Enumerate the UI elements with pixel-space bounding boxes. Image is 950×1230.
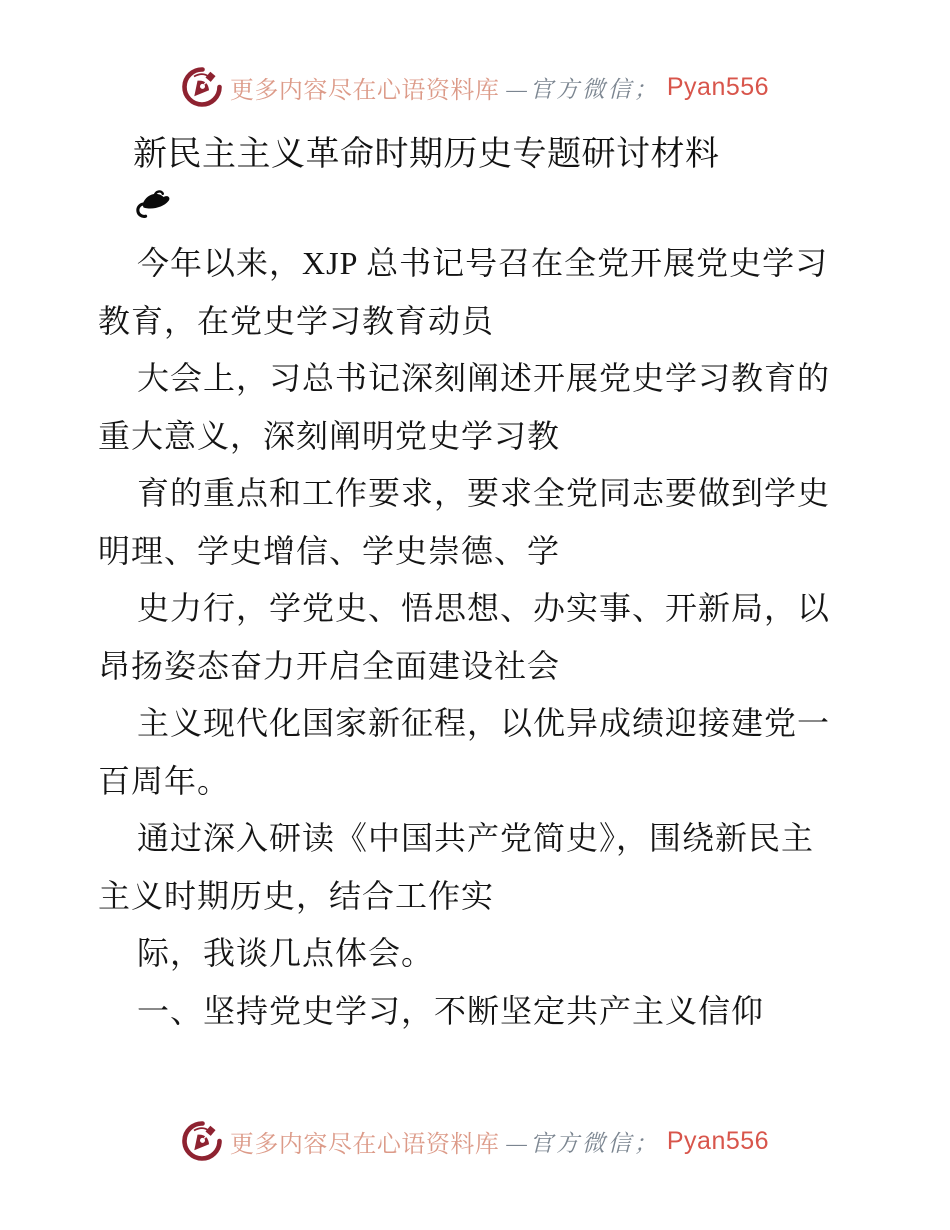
text-line: 今年以来，XJP 总书记号召在全党开展党史学习 [137,245,829,281]
document-body [98,235,878,1040]
text-line: 重大意义，深刻阐明党史学习教 [98,417,561,454]
text-line: 教育，在党史学习教育动员 [98,302,495,339]
brand-more-text: 更多内容尽在心语资料库 [229,77,500,104]
brand-more-text: 更多内容尽在心语资料库 [229,1131,500,1158]
text-line: 主义现代化国家新征程，以优异成绩迎接建党一 [137,705,831,741]
pen-seal-logo-icon [181,66,223,108]
footer-brandbar [0,1118,950,1164]
brand-wechat-label: —官方微信； [506,76,660,102]
page-title: 新民主主义革命时期历史专题研讨材料 [133,136,720,173]
text-line: 史力行，学党史、悟思想、办实事、开新局，以 [137,590,831,626]
text-line: 昂扬姿态奋力开启全面建设社会 [98,647,561,684]
brand-wechat-id: Pyan556 [666,1126,770,1155]
brand-wechat-id: Pyan556 [666,72,770,101]
text-line: 百周年。 [98,762,231,799]
text-line: 大会上，习总书记深刻阐述开展党史学习教育的 [137,360,831,396]
text-line: 主义时期历史，结合工作实 [98,877,495,914]
pen-seal-logo-icon [181,1120,223,1162]
text-line: 际，我谈几点体会。 [137,935,435,971]
brand-wechat-label: —官方微信； [506,1130,660,1156]
floral-flourish-icon [131,189,171,219]
text-line: 通过深入研读《中国共产党简史》，围绕新民主 [137,820,815,856]
header-brandbar [0,64,950,110]
text-line: 明理、学史增信、学史崇德、学 [98,532,561,569]
text-line: 一、坚持党史学习，不断坚定共产主义信仰 [137,992,765,1029]
text-line: 育的重点和工作要求，要求全党同志要做到学史 [137,475,831,511]
